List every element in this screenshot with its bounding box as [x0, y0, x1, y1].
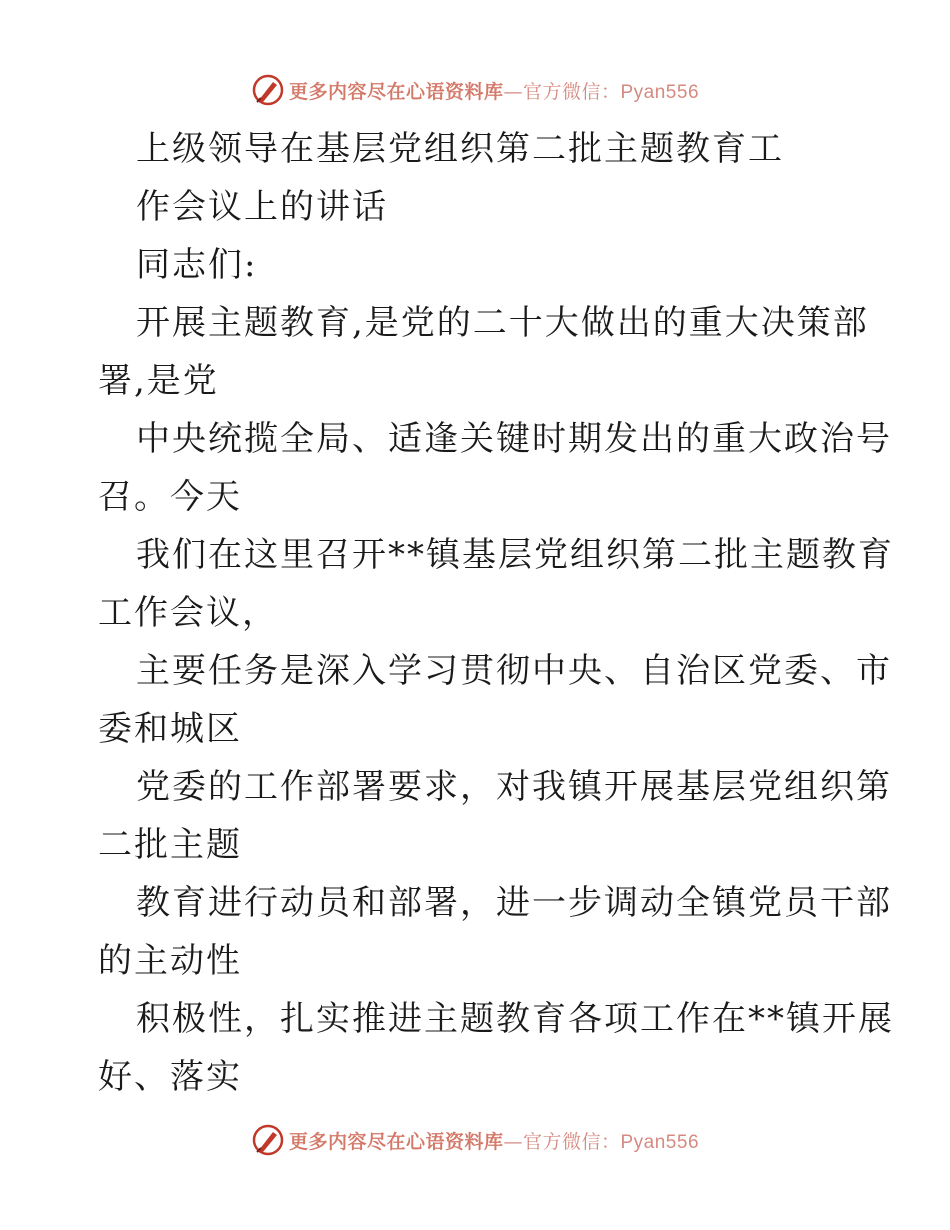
body-line: 教育进行动员和部署，进一步调动全镇党员干部 [136, 883, 892, 923]
footer-separator: — [503, 1130, 523, 1153]
document-title-line-2: 作会议上的讲话 [136, 187, 388, 227]
header-text [289, 77, 699, 104]
footer-wechat-label: 官方微信： [522, 1130, 621, 1153]
document-title-line-1: 上级领导在基层党组织第二批主题教育工 [136, 129, 784, 169]
body-line: 二批主题 [98, 825, 242, 865]
header-brand: 更多内容尽在心语资料库 [288, 80, 504, 103]
footer-banner [0, 1120, 950, 1160]
header-wechat-id: Pyan556 [620, 81, 700, 103]
body-line: 工作会议， [98, 593, 278, 633]
body-line: 中央统揽全局、适逢关键时期发出的重大政治号 [136, 419, 892, 459]
body-line: 积极性，扎实推进主题教育各项工作在**镇开展 [136, 999, 894, 1039]
body-line: 开展主题教育,是党的二十大做出的重大决策部 [136, 303, 869, 343]
header-separator: — [503, 80, 523, 103]
footer-brand: 更多内容尽在心语资料库 [288, 1130, 504, 1153]
quill-pen-logo-icon [251, 1123, 285, 1157]
body-line: 我们在这里召开**镇基层党组织第二批主题教育 [136, 535, 894, 575]
body-line: 好、落实 [98, 1057, 242, 1097]
body-line: 署,是党 [98, 361, 219, 401]
body-line: 召。今天 [98, 477, 242, 517]
salutation: 同志们: [136, 245, 258, 285]
footer-wechat-id: Pyan556 [620, 1131, 700, 1153]
document-content [98, 120, 894, 1106]
body-line: 的主动性 [98, 941, 242, 981]
footer-text [289, 1127, 699, 1154]
quill-pen-logo-icon [251, 73, 285, 107]
body-line: 委和城区 [98, 709, 242, 749]
body-line: 党委的工作部署要求，对我镇开展基层党组织第 [136, 767, 892, 807]
header-wechat-label: 官方微信： [522, 80, 621, 103]
header-banner [0, 70, 950, 110]
document-body [98, 294, 894, 1106]
body-line: 主要任务是深入学习贯彻中央、自治区党委、市 [136, 651, 892, 691]
